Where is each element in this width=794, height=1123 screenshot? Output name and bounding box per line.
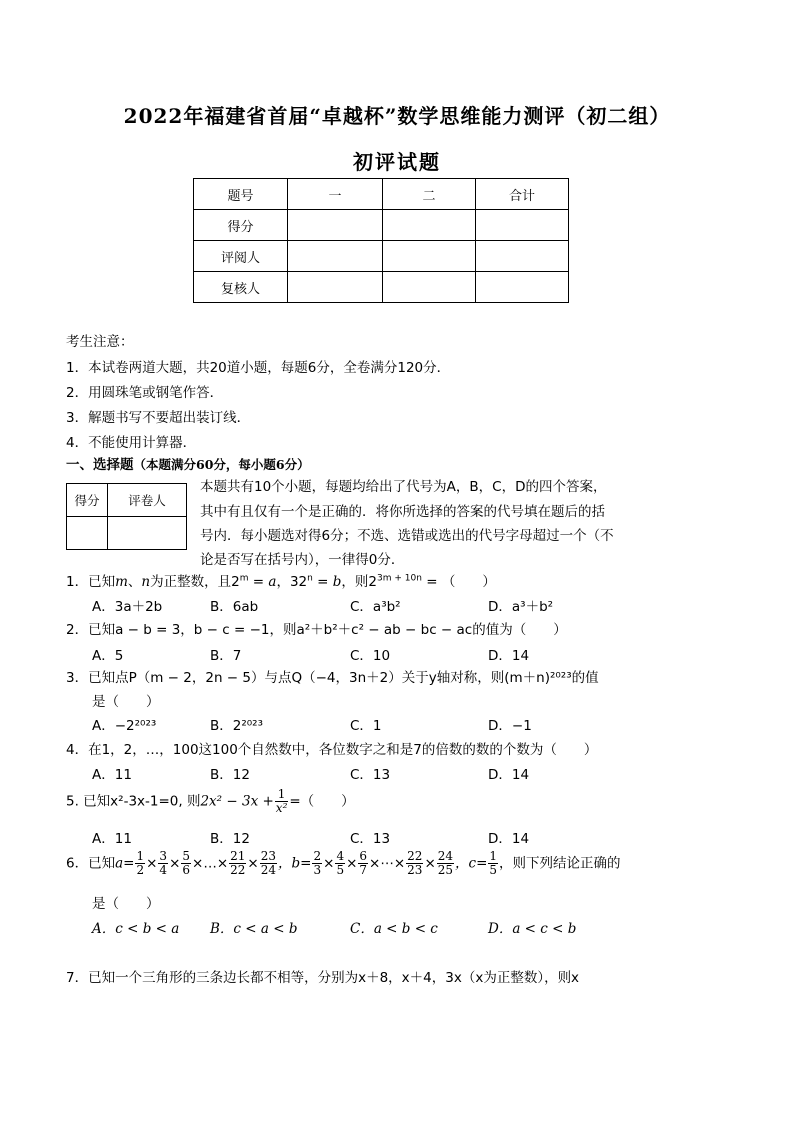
note-item: 1．本试卷两道大题，共20道小题，每题6分，全卷满分120分． (66, 360, 451, 376)
denominator: 6 (182, 863, 191, 877)
fraction (358, 850, 368, 877)
option-c: C．13 (350, 831, 391, 847)
table-cell (108, 517, 187, 550)
numerator: 3 (159, 849, 168, 863)
question-6-cont: 是（ ） (92, 896, 160, 912)
table-cell (67, 517, 108, 550)
table-cell: 复核人 (194, 272, 288, 303)
option-c: C．a³b² (350, 599, 401, 615)
note-item: 3．解题书写不要超出装订线． (66, 410, 251, 426)
numerator: 1 (275, 788, 289, 802)
q-text: 3m + 10n (377, 573, 422, 584)
q-text: 2 (231, 574, 240, 590)
q-text: ，c= (455, 855, 488, 872)
instruction-line: 号内．每小题选对得6分；不选、选错或选出的代号字母超过一个（不 (200, 528, 614, 544)
instruction-line: 论是否写在括号内），一律得0分． (200, 552, 405, 568)
denominator: 5 (489, 863, 498, 877)
q-text: n (141, 574, 151, 590)
q-text: ×…× (192, 855, 229, 872)
denominator: x² (275, 801, 288, 815)
option-d: D．14 (488, 648, 530, 664)
option-a: A．11 (92, 831, 132, 847)
q-text: ，则 (341, 574, 369, 590)
fraction (312, 850, 322, 877)
q-text: 、 (127, 574, 142, 590)
numerator: 4 (336, 849, 345, 863)
q-text: b (332, 574, 342, 590)
table-row (194, 241, 569, 272)
option-a: A．c < b < a (92, 921, 180, 937)
denominator: 22 (230, 863, 246, 877)
fraction (488, 850, 498, 877)
section-heading (66, 453, 310, 473)
fraction (135, 850, 145, 877)
table-row (194, 272, 569, 303)
table-cell: 一 (288, 179, 383, 210)
q-text: a (268, 574, 277, 590)
table-row (194, 210, 569, 241)
grader-label: 评卷人 (108, 484, 187, 517)
q-text: 已知 (88, 574, 116, 590)
instruction-line: 本题共有10个小题，每题均给出了代号为A，B，C，D的四个答案， (200, 479, 607, 495)
option-b: B．12 (210, 831, 250, 847)
q-expr: 2x² − 3x + (200, 793, 274, 810)
q-text: = （ ） (421, 574, 496, 590)
fraction (335, 850, 345, 877)
table-cell (476, 210, 569, 241)
option-c: C．a < b < c (350, 921, 438, 937)
q-text: ，b= (278, 855, 312, 872)
question-3-cont: 是（ ） (92, 694, 160, 710)
numerator: 24 (437, 849, 454, 863)
q-text: 2 (368, 574, 378, 590)
fraction (260, 850, 277, 877)
question-5 (66, 788, 355, 815)
numerator: 5 (182, 849, 191, 863)
table-cell (288, 241, 383, 272)
denominator: 4 (159, 863, 168, 877)
note-item: 4．不能使用计算器． (66, 435, 197, 451)
fraction (181, 850, 191, 877)
q-text: ， (276, 574, 290, 590)
option-c: C．10 (350, 648, 391, 664)
option-c: C．1 (350, 718, 382, 734)
table-cell (288, 210, 383, 241)
table-cell (383, 272, 476, 303)
q-text: a= (115, 855, 135, 872)
score-label: 得分 (67, 484, 108, 517)
q-text: m (115, 574, 128, 590)
option-d: D．−1 (488, 718, 532, 734)
q-text: = (248, 574, 269, 590)
table-cell: 题号 (194, 179, 288, 210)
q-text: ，则下列结论正确的 (499, 855, 621, 872)
q-text: 6．已知 (66, 855, 116, 872)
numerator: 2 (313, 849, 322, 863)
q-text: n (307, 573, 313, 584)
option-d: D．a < c < b (488, 921, 577, 937)
option-a: A．5 (92, 648, 124, 664)
section-points: （本题满分60分，每小题6分） (133, 457, 310, 472)
table-cell (476, 241, 569, 272)
option-d: D．14 (488, 767, 530, 783)
question-1 (66, 570, 496, 590)
question-4: 4．在1，2，…，100这100个自然数中，各位数字之和是7的倍数的数的个数为（ ） (66, 742, 598, 758)
numerator: 1 (136, 849, 145, 863)
denominator: 2 (136, 863, 145, 877)
fraction (437, 850, 454, 877)
fraction (406, 850, 423, 877)
numerator: 21 (230, 849, 246, 863)
option-d: D．14 (488, 831, 530, 847)
option-a: A．3a＋2b (92, 599, 163, 615)
option-b: B．7 (210, 648, 242, 664)
option-d: D．a³＋b² (488, 599, 554, 615)
section-title: 一、选择题 (66, 457, 134, 473)
table-row (67, 484, 187, 517)
numerator: 22 (407, 849, 423, 863)
numerator: 6 (359, 849, 368, 863)
table-cell: 合计 (476, 179, 569, 210)
note-item: 2．用圆珠笔或钢笔作答． (66, 385, 224, 401)
numerator: 1 (489, 849, 498, 863)
table-row (67, 517, 187, 550)
table-cell: 二 (383, 179, 476, 210)
q-text: ×⋯× (369, 855, 406, 872)
table-cell (288, 272, 383, 303)
fraction (275, 788, 289, 815)
table-cell (383, 241, 476, 272)
option-b: B．c < a < b (210, 921, 298, 937)
q-text: 为正整数，且 (150, 574, 232, 590)
option-b: B．2²⁰²³ (210, 718, 263, 734)
grader-table (66, 483, 187, 550)
exam-subtitle: 初评试题 (353, 150, 441, 174)
question-6: 6．已知a= $\frac{1}{2}$ × $\frac{3}{4}$ × $\frac{5}{6}$ ×…× $\frac{21}{22}$ × $\frac{23}{24}$ ，b= $\frac{2}{3}$ × $\frac{4}{5}$ × $\frac{6}{7}$ ×⋯× $\frac{22}{23}$ × $\frac{24}{25}$ ，c= $\frac{1}{5}$ ，则下列结论正确的 (66, 849, 621, 877)
table-cell (476, 272, 569, 303)
q-text: =（ ） (289, 793, 355, 810)
q-text: 32 (289, 574, 308, 590)
score-table (193, 178, 569, 303)
option-a: A．−2²⁰²³ (92, 718, 157, 734)
denominator: 5 (336, 863, 345, 877)
denominator: 3 (313, 863, 322, 877)
denominator: 7 (359, 863, 368, 877)
instruction-line: 其中有且仅有一个是正确的．将你所选择的答案的代号填在题后的括 (200, 504, 605, 520)
denominator: 24 (260, 863, 277, 877)
numerator: 23 (260, 849, 277, 863)
fraction (158, 850, 168, 877)
table-cell (383, 210, 476, 241)
q-text: m (239, 573, 249, 584)
exam-title: 2022年福建省首届“卓越杯”数学思维能力测评（初二组） (123, 104, 671, 128)
table-cell: 得分 (194, 210, 288, 241)
table-cell: 评阅人 (194, 241, 288, 272)
fraction (229, 850, 246, 877)
question-2: 2．已知a − b = 3，b − c = −1，则a²＋b²＋c² − ab − bc − ac的值为（ ） (66, 622, 567, 638)
option-c: C．13 (350, 767, 391, 783)
denominator: 25 (437, 863, 454, 877)
option-b: B．12 (210, 767, 250, 783)
option-a: A．11 (92, 767, 132, 783)
q-text: = (312, 574, 333, 590)
table-row (194, 179, 569, 210)
q-text: 5. 已知x²-3x-1=0, 则 (66, 793, 201, 810)
question-3: 3．已知点P（m − 2，2n − 5）与点Q（−4，3n＋2）关于y轴对称，则(m＋n)²⁰²³的值 (66, 670, 599, 686)
option-b: B．6ab (210, 599, 259, 615)
question-number: 1． (66, 574, 89, 590)
notes-heading: 考生注意： (66, 334, 134, 350)
denominator: 23 (407, 863, 423, 877)
question-7: 7．已知一个三角形的三条边长都不相等，分别为x＋8，x＋4，3x（x为正整数），则x (66, 970, 580, 986)
